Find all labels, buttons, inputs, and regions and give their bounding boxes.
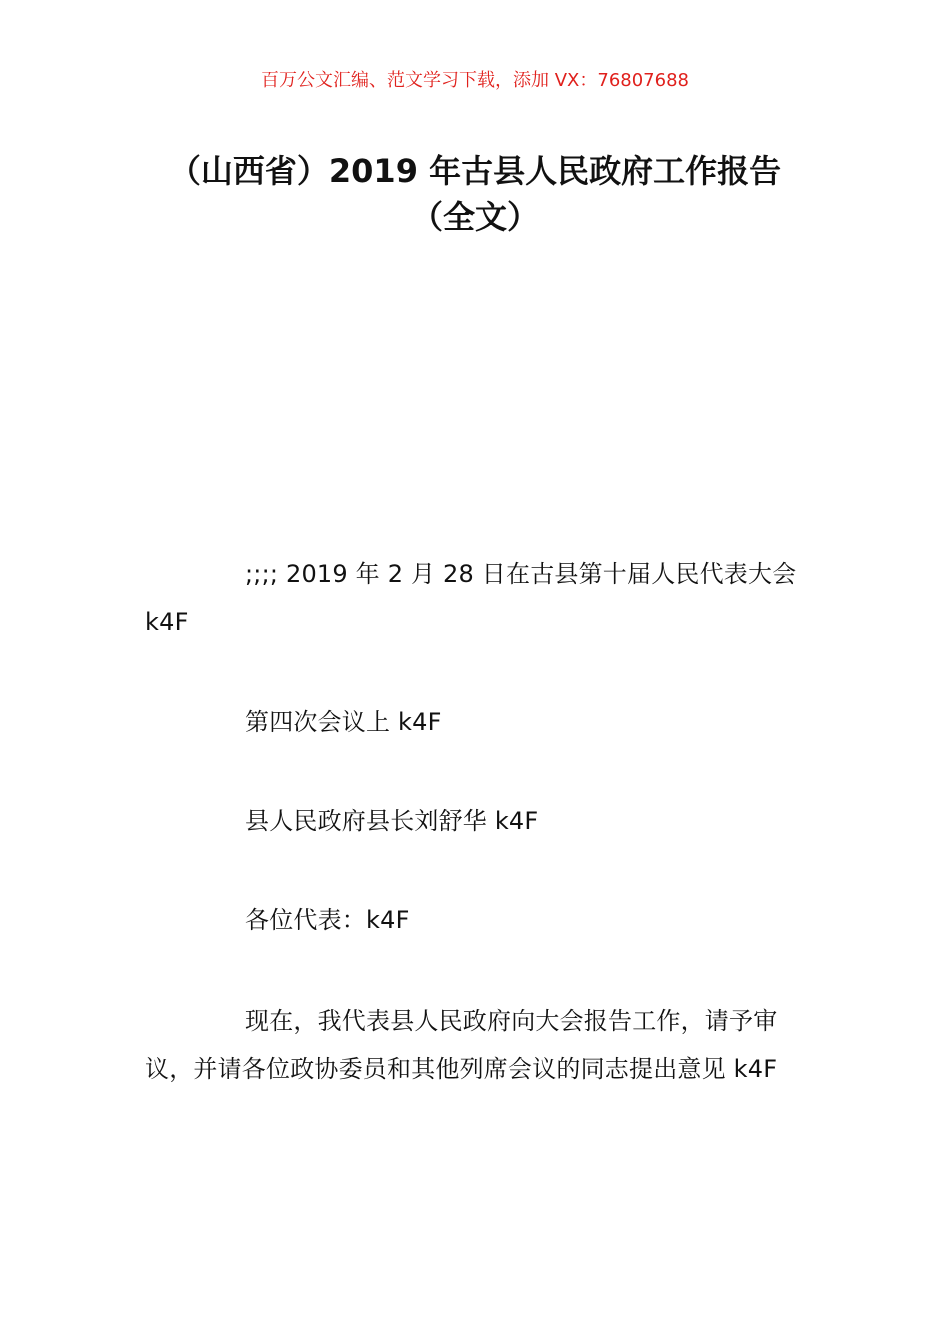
paragraph-speaker: 县人民政府县长刘舒华 k4F — [245, 807, 539, 835]
document-title — [100, 148, 850, 240]
title-line-2: （全文） — [410, 198, 539, 236]
paragraph-session: 第四次会议上 k4F — [245, 708, 442, 736]
header-note: 百万公文汇编、范文学习下载，添加 VX：76807688 — [261, 70, 689, 91]
paragraph-salutation: 各位代表：k4F — [245, 906, 410, 934]
paragraph-opening: 现在，我代表县人民政府向大会报告工作，请予审议，并请各位政协委员和其他列席会议的同志提出意见 k4F — [145, 1007, 778, 1083]
title-line-1: （山西省）2019 年古县人民政府工作报告 — [168, 152, 782, 190]
paragraph-date-venue: ;;;; 2019 年 2 月 28 日在古县第十届人民代表大会 k4F — [145, 560, 797, 636]
